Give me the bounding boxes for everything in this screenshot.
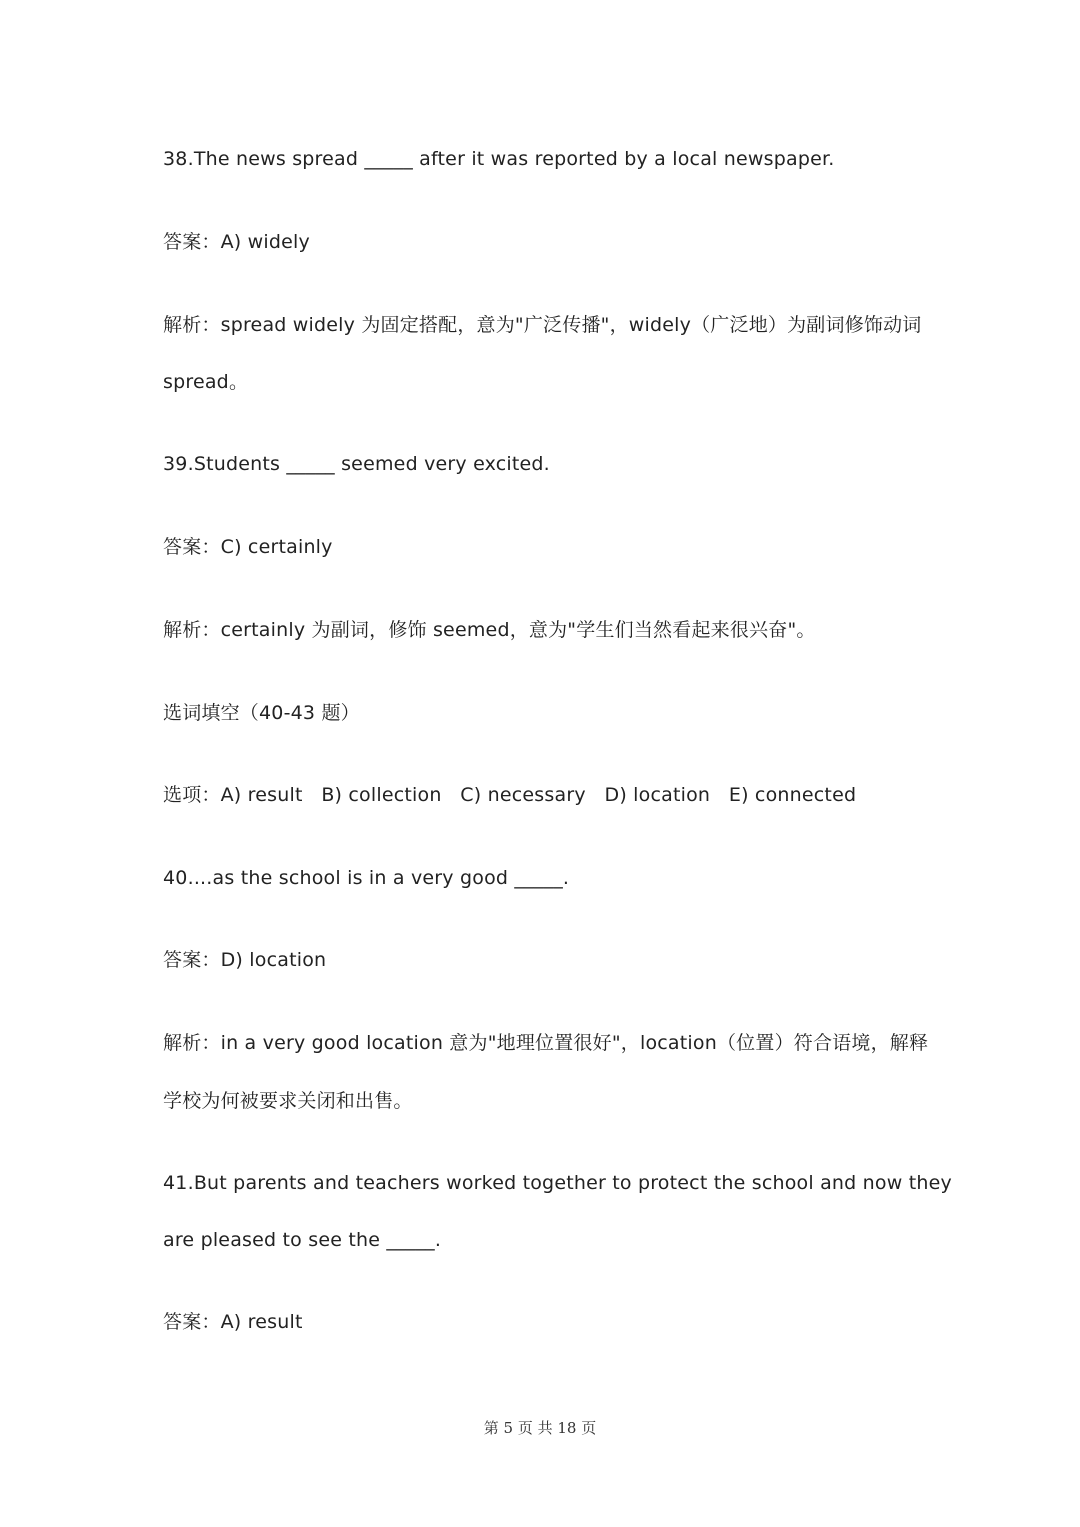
- question-41-line-2: are pleased to see the _____.: [163, 1229, 442, 1251]
- answer-41: 答案：A) result: [163, 1311, 303, 1333]
- options-line: 选项：A) result B) collection C) necessary D) location E) connected: [163, 784, 857, 806]
- answer-38: 答案：A) widely: [163, 231, 310, 253]
- explanation-40-line-1: 解析：in a very good location 意为"地理位置很好"，location（位置）符合语境，解释: [163, 1032, 929, 1054]
- question-40: 40....as the school is in a very good _____.: [163, 867, 570, 889]
- question-41-line-1: 41.But parents and teachers worked together to protect the school and now they: [163, 1172, 952, 1194]
- question-38: 38.The news spread _____ after it was reported by a local newspaper.: [163, 148, 835, 170]
- answer-40: 答案：D) location: [163, 949, 327, 971]
- explanation-38-line-2: spread。: [163, 371, 249, 393]
- explanation-40-line-2: 学校为何被要求关闭和出售。: [163, 1090, 413, 1112]
- page-number-footer: 第 5 页 共 18 页: [483, 1419, 597, 1437]
- explanation-38-line-1: 解析：spread widely 为固定搭配，意为"广泛传播"，widely（广泛地）为副词修饰动词: [163, 314, 922, 336]
- section-heading: 选词填空（40-43 题）: [163, 702, 360, 724]
- explanation-39: 解析：certainly 为副词，修饰 seemed，意为"学生们当然看起来很兴奋"。: [163, 619, 816, 641]
- answer-39: 答案：C) certainly: [163, 536, 333, 558]
- question-39: 39.Students _____ seemed very excited.: [163, 453, 550, 475]
